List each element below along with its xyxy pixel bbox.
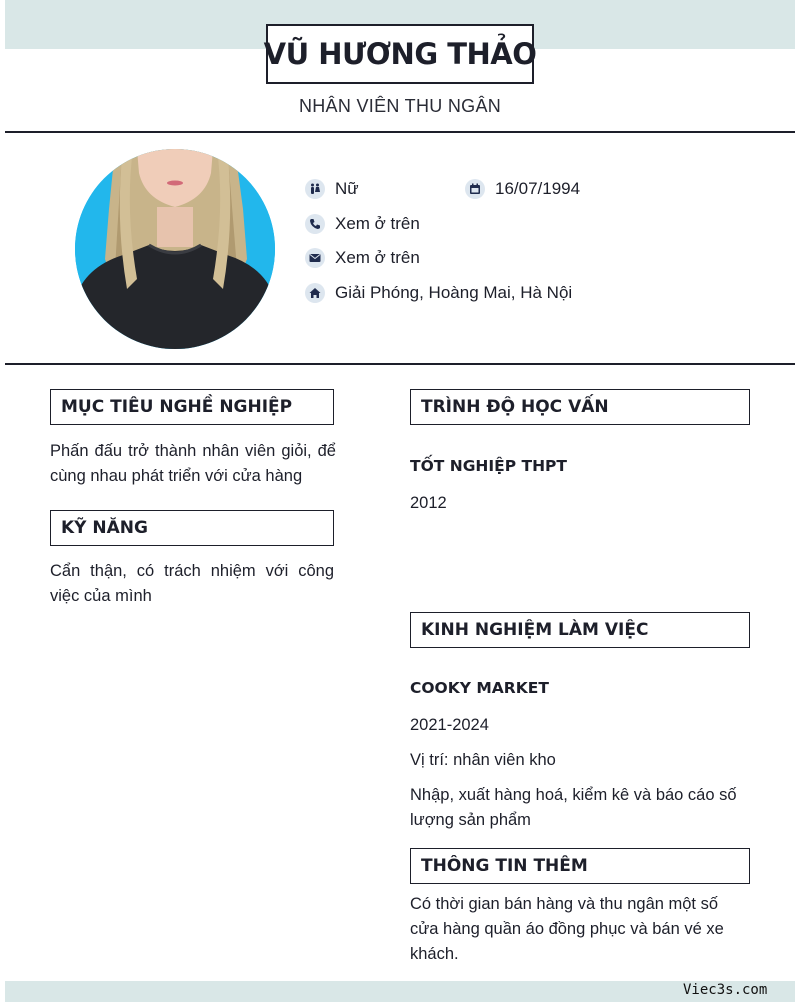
- avatar: [75, 149, 275, 349]
- gender-row: [305, 179, 359, 199]
- phone-icon: [305, 214, 325, 234]
- email-icon: [305, 248, 325, 268]
- education-heading-box: [410, 389, 750, 425]
- candidate-name: VŨ HƯƠNG THẢO: [263, 37, 537, 71]
- home-icon: [305, 283, 325, 303]
- bottom-band: [5, 981, 795, 1002]
- birthdate-row: [465, 179, 580, 199]
- education-degree: TỐT NGHIỆP THPT: [410, 457, 567, 475]
- additional-heading-box: [410, 848, 750, 884]
- skills-heading-box: [50, 510, 334, 546]
- education-year: 2012: [410, 494, 447, 512]
- email-row: [305, 248, 420, 268]
- skills-heading: KỸ NĂNG: [61, 518, 148, 538]
- name-box: [263, 24, 537, 84]
- calendar-icon: [465, 179, 485, 199]
- footer-brand: Viec3s.com: [683, 982, 768, 998]
- job-title: NHÂN VIÊN THU NGÂN: [298, 96, 502, 116]
- address-value: Giải Phóng, Hoàng Mai, Hà Nội: [335, 283, 573, 302]
- skills-text: Cẩn thận, có trách nhiệm với công việc của mình: [50, 562, 334, 605]
- address-row: [305, 283, 572, 303]
- phone-row: [305, 214, 420, 234]
- additional-text: Có thời gian bán hàng và thu ngân một số cửa hàng quần áo đồng phục và bán vé xe khách.: [410, 895, 724, 963]
- email-value: Xem ở trên: [335, 248, 420, 267]
- objective-heading: MỤC TIÊU NGHỀ NGHIỆP: [61, 397, 293, 417]
- education-heading: TRÌNH ĐỘ HỌC VẤN: [421, 397, 609, 417]
- experience-heading-box: [410, 612, 750, 648]
- objective-text: Phấn đấu trở thành nhân viên giỏi, để cùng nhau phát triển với cửa hàng: [50, 442, 336, 485]
- experience-description: Nhập, xuất hàng hoá, kiểm kê và báo cáo số lượng sản phẩm: [410, 786, 737, 829]
- profile-divider: [5, 363, 795, 365]
- experience-company: COOKY MARKET: [410, 679, 549, 697]
- header-divider: [5, 131, 795, 133]
- birthdate-value: 16/07/1994: [495, 179, 581, 198]
- phone-value: Xem ở trên: [335, 214, 420, 233]
- avatar-photo: [75, 149, 275, 349]
- gender-value: Nữ: [335, 179, 359, 198]
- experience-period: 2021-2024: [410, 716, 489, 734]
- gender-icon: [305, 179, 325, 199]
- objective-heading-box: [50, 389, 334, 425]
- experience-position: Vị trí: nhân viên kho: [410, 751, 556, 769]
- experience-heading: KINH NGHIỆM LÀM VIỆC: [421, 620, 649, 640]
- additional-heading: THÔNG TIN THÊM: [421, 856, 588, 876]
